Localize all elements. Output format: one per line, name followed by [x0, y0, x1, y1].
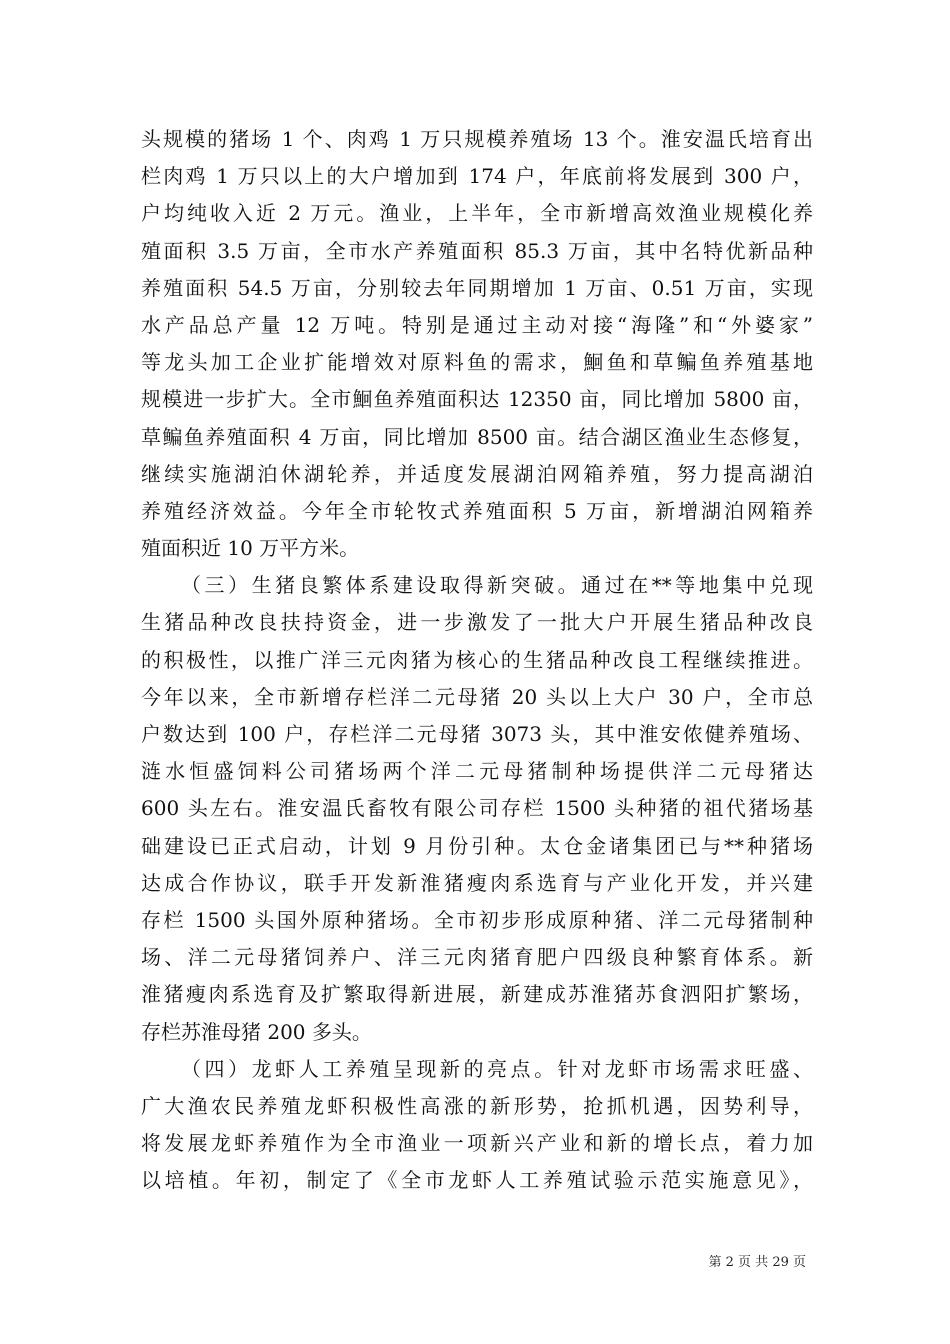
text-line: 继续实施湖泊休湖轮养，并适度发展湖泊网箱养殖，努力提高湖泊 — [141, 461, 813, 486]
text-line: 广大渔农民养殖龙虾积极性高涨的新形势，抢抓机遇，因势利导， — [141, 1093, 813, 1118]
text-line: 水产品总产量 12 万吨。特别是通过主动对接“海隆”和“外婆家” — [141, 312, 813, 337]
text-line: 等龙头加工企业扩能增效对原料鱼的需求，鮰鱼和草鳊鱼养殖基地 — [141, 350, 813, 375]
text-line: 达成合作协议，联手开发新淮猪瘦肉系选育与产业化开发，并兴建 — [141, 870, 813, 895]
text-line: 养殖经济效益。今年全市轮牧式养殖面积 5 万亩，新增湖泊网箱养 — [141, 498, 813, 523]
text-line: 淮猪瘦肉系选育及扩繁取得新进展，新建成苏淮猪苏食泗阳扩繁场， — [141, 982, 813, 1007]
section-heading-line: （四）龙虾人工养殖呈现新的亮点。针对龙虾市场需求旺盛、 — [181, 1056, 813, 1081]
text-line: 草鳊鱼养殖面积 4 万亩，同比增加 8500 亩。结合湖区渔业生态修复， — [141, 424, 813, 449]
body-text — [141, 121, 813, 1199]
text-line: 600 头左右。淮安温氏畜牧有限公司存栏 1500 头种猪的祖代猪场基 — [141, 796, 813, 821]
text-line: 殖面积 3.5 万亩，全市水产养殖面积 85.3 万亩，其中名特优新品种 — [141, 238, 813, 263]
text-line: 今年以来，全市新增存栏洋二元母猪 20 头以上大户 30 户，全市总 — [141, 684, 813, 709]
text-line: 规模进一步扩大。全市鮰鱼养殖面积达 12350 亩，同比增加 5800 亩， — [141, 387, 813, 412]
text-line: 存栏苏淮母猪 200 多头。 — [141, 1019, 372, 1044]
text-line: 场、洋二元母猪饲养户、洋三元肉猪育肥户四级良种繁育体系。新 — [141, 945, 813, 970]
text-line: 以培植。年初，制定了《全市龙虾人工养殖试验示范实施意见》， — [141, 1168, 813, 1193]
text-line: 养殖面积 54.5 万亩，分别较去年同期增加 1 万亩、0.51 万亩，实现 — [141, 275, 813, 300]
text-line: 头规模的猪场 1 个、肉鸡 1 万只规模养殖场 13 个。淮安温氏培育出 — [141, 127, 813, 151]
text-line: 户均纯收入近 2 万元。渔业，上半年，全市新增高效渔业规模化养 — [141, 201, 813, 226]
text-line: 存栏 1500 头国外原种猪场。全市初步形成原种猪、洋二元母猪制种 — [141, 907, 813, 932]
text-line: 将发展龙虾养殖作为全市渔业一项新兴产业和新的增长点，着力加 — [141, 1131, 813, 1156]
section-heading-line: （三）生猪良繁体系建设取得新突破。通过在**等地集中兑现 — [181, 573, 813, 598]
text-line: 生猪品种改良扶持资金，进一步激发了一批大户开展生猪品种改良 — [141, 610, 813, 635]
text-line: 的积极性，以推广洋三元肉猪为核心的生猪品种改良工程继续推进。 — [141, 647, 813, 672]
text-line: 础建设已正式启动，计划 9 月份引种。太仓金诸集团已与**种猪场 — [141, 833, 813, 858]
text-line: 栏肉鸡 1 万只以上的大户增加到 174 户，年底前将发展到 300 户， — [141, 164, 813, 189]
text-line: 殖面积近 10 万平方米。 — [141, 536, 360, 561]
text-line: 涟水恒盛饲料公司猪场两个洋二元母猪制种场提供洋二元母猪达 — [141, 759, 813, 784]
text-line: 户数达到 100 户，存栏洋二元母猪 3073 头，其中淮安侬健养殖场、 — [141, 722, 813, 746]
page-number-footer: 第 2 页 共 29 页 — [708, 1255, 806, 1270]
